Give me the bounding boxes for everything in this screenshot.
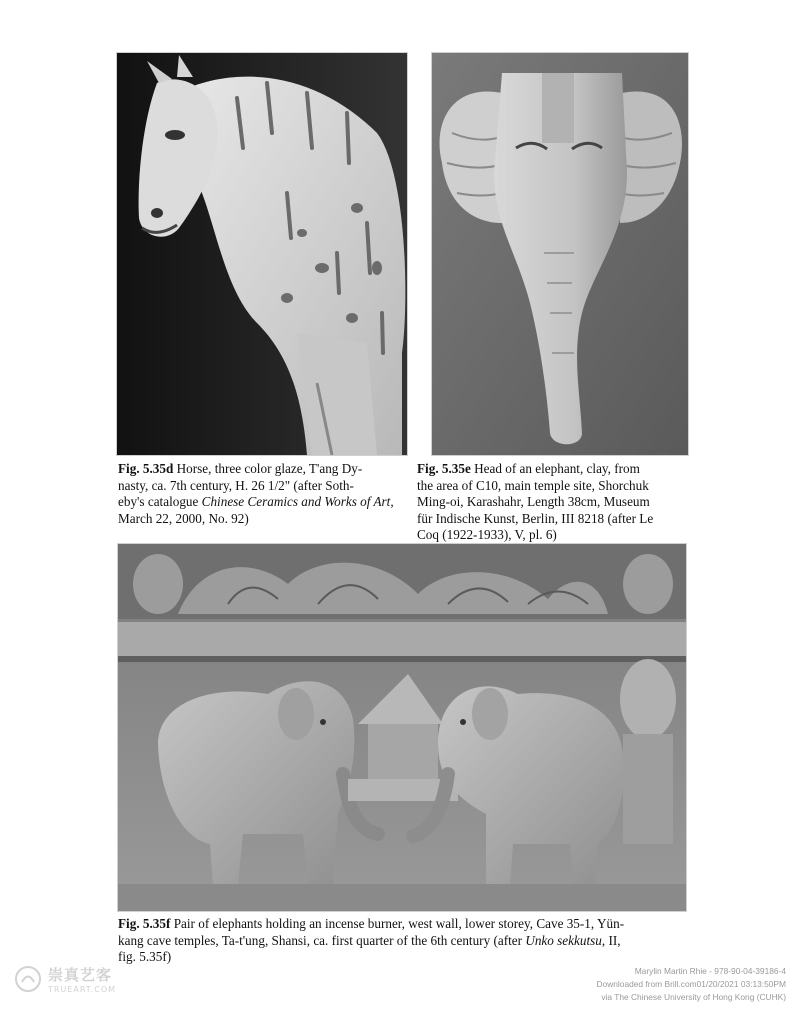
caption-text: kang cave temples, Ta-t'ung, Shansi, ca. first quarter of the 6th century (after [118, 932, 526, 948]
caption-italic-title: Chinese Ceramics and Works of Art, [201, 494, 394, 509]
caption-number: Fig. 5.35e [417, 461, 471, 476]
elephant-head-image [432, 53, 688, 455]
caption-fig-5-35e [417, 461, 689, 544]
source-line: Downloaded from Brill.com01/20/2021 03:13:50PM [596, 979, 786, 989]
elephant-relief-image [118, 544, 686, 911]
source-note [597, 965, 786, 1004]
caption-text: fig. 5.35f) [118, 949, 172, 964]
caption-text: Coq (1922-1933), V, pl. 6) [417, 527, 557, 542]
caption-text: nasty, ca. 7th century, H. 26 1/2" (after Soth- [118, 477, 354, 493]
watermark-en: TRUEART.COM [48, 985, 117, 994]
figure-elephant-relief-photo [117, 543, 687, 912]
caption-number: Fig. 5.35f [118, 916, 171, 931]
caption-fig-5-35f [118, 916, 690, 966]
caption-text: , II, [601, 932, 621, 948]
caption-text: Ming-oi, Karashahr, Length 38cm, Museum [417, 494, 650, 509]
horse-image [117, 53, 407, 455]
watermark [14, 964, 116, 994]
logo-circle-icon [14, 965, 42, 993]
watermark-cn: 崇真艺客 [48, 966, 113, 984]
caption-text: the area of C10, main temple site, Shorchuk [417, 477, 649, 493]
caption-text: Head of an elephant, clay, from [474, 461, 640, 476]
caption-italic-title: Unko sekkutsu [525, 932, 602, 948]
source-line: Marylin Martin Rhie - 978-90-04-39186-4 [634, 966, 786, 976]
caption-text: Pair of elephants holding an incense burner, west wall, lower storey, Cave 35-1, Yün- [173, 916, 625, 931]
caption-fig-5-35d [118, 461, 408, 527]
caption-text: eby's catalogue [118, 494, 202, 509]
caption-text: March 22, 2000, No. 92) [118, 510, 249, 526]
source-line: via The Chinese University of Hong Kong (CUHK) [601, 992, 786, 1002]
caption-number: Fig. 5.35d [118, 461, 174, 476]
caption-text: für Indische Kunst, Berlin, III 8218 (after Le [417, 510, 654, 526]
caption-text: Horse, three color glaze, T'ang Dy- [176, 461, 363, 476]
figure-horse-photo [116, 52, 408, 456]
figure-elephant-head-photo [431, 52, 689, 456]
